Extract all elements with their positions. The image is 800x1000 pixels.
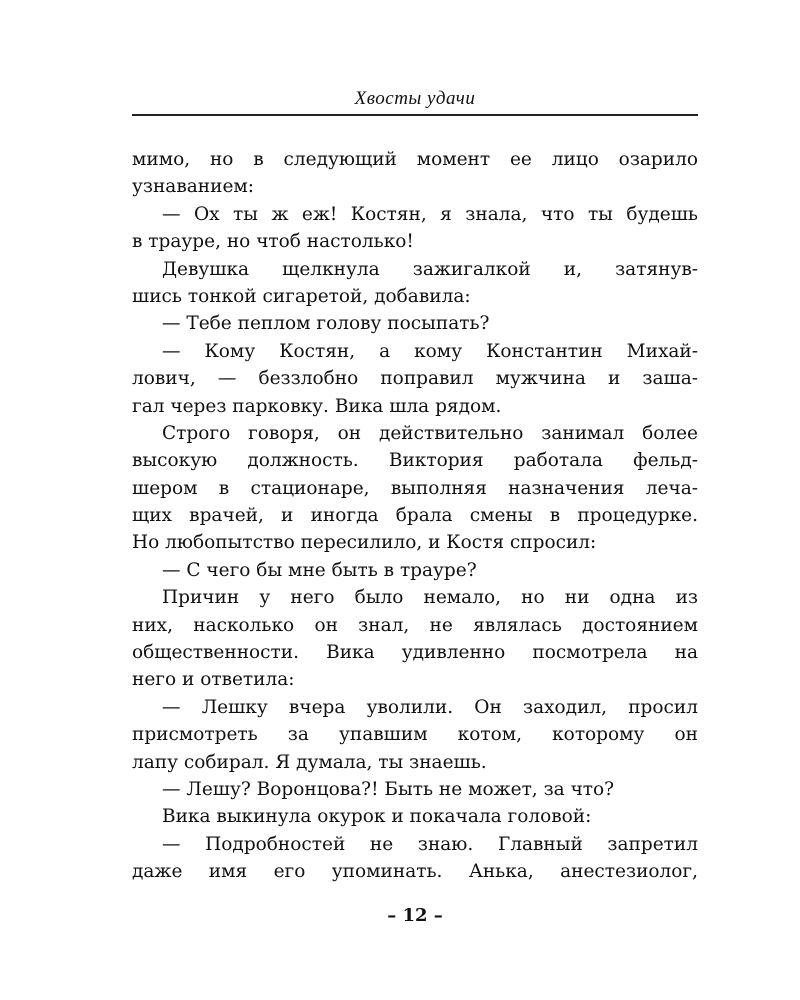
text-line: Девушка щелкнула зажигалкой и, затянув-	[162, 258, 698, 280]
text-line: — Тебе пеплом голову посыпать?	[162, 313, 490, 335]
header-divider	[132, 114, 698, 116]
text-line: высокую должность. Виктория работала фельд-	[132, 450, 698, 472]
text-line: — Кому Костян, а кому Константин Михай-	[162, 340, 698, 362]
text-line: них, насколько он знал, не являлась достоянием	[132, 614, 698, 636]
text-line: — Ох ты ж еж! Костян, я знала, что ты будешь	[162, 203, 698, 225]
page-number: – 12 –	[387, 905, 443, 926]
text-line: мимо, но в следующий момент ее лицо озарило	[132, 149, 698, 170]
running-header-title: Хвосты удачи	[354, 88, 476, 109]
text-line: гал через парковку. Вика шла рядом.	[132, 395, 502, 417]
text-line: — С чего бы мне быть в трауре?	[162, 559, 477, 581]
text-line: шись тонкой сигаретой, добавила:	[132, 285, 471, 307]
text-line: — Лешу? Воронцова?! Быть не может, за что?	[162, 778, 615, 800]
text-line: в трауре, но чтоб настолько!	[132, 231, 414, 253]
text-line: — Подробностей не знаю. Главный запретил	[162, 833, 698, 855]
text-line: даже имя его упоминать. Анька, анестезиолог,	[132, 861, 698, 883]
text-line: Но любопытство пересилило, и Костя спросил:	[132, 532, 597, 554]
text-line: присмотреть за упавшим котом, которому он	[132, 724, 698, 746]
text-line: Причин у него было немало, но ни одна из	[162, 587, 698, 609]
page-body-text	[132, 146, 698, 886]
text-line: общественности. Вика удивленно посмотрела на	[132, 642, 698, 664]
text-line: лапу собирал. Я думала, ты знаешь.	[132, 751, 487, 773]
text-line: Вика выкинула окурок и покачала головой:	[162, 806, 592, 828]
text-line: щих врачей, и иногда брала смены в процедурке.	[132, 505, 698, 527]
text-line: Строго говоря, он действительно занимал более	[162, 422, 698, 444]
text-line: лович, — беззлобно поправил мужчина и заша-	[132, 368, 698, 390]
text-line: него и ответила:	[132, 669, 295, 691]
text-line: — Лешку вчера уволили. Он заходил, просил	[162, 696, 698, 718]
text-line: узнаванием:	[132, 176, 255, 198]
text-line: шером в стационаре, выполняя назначения леча-	[132, 477, 698, 499]
